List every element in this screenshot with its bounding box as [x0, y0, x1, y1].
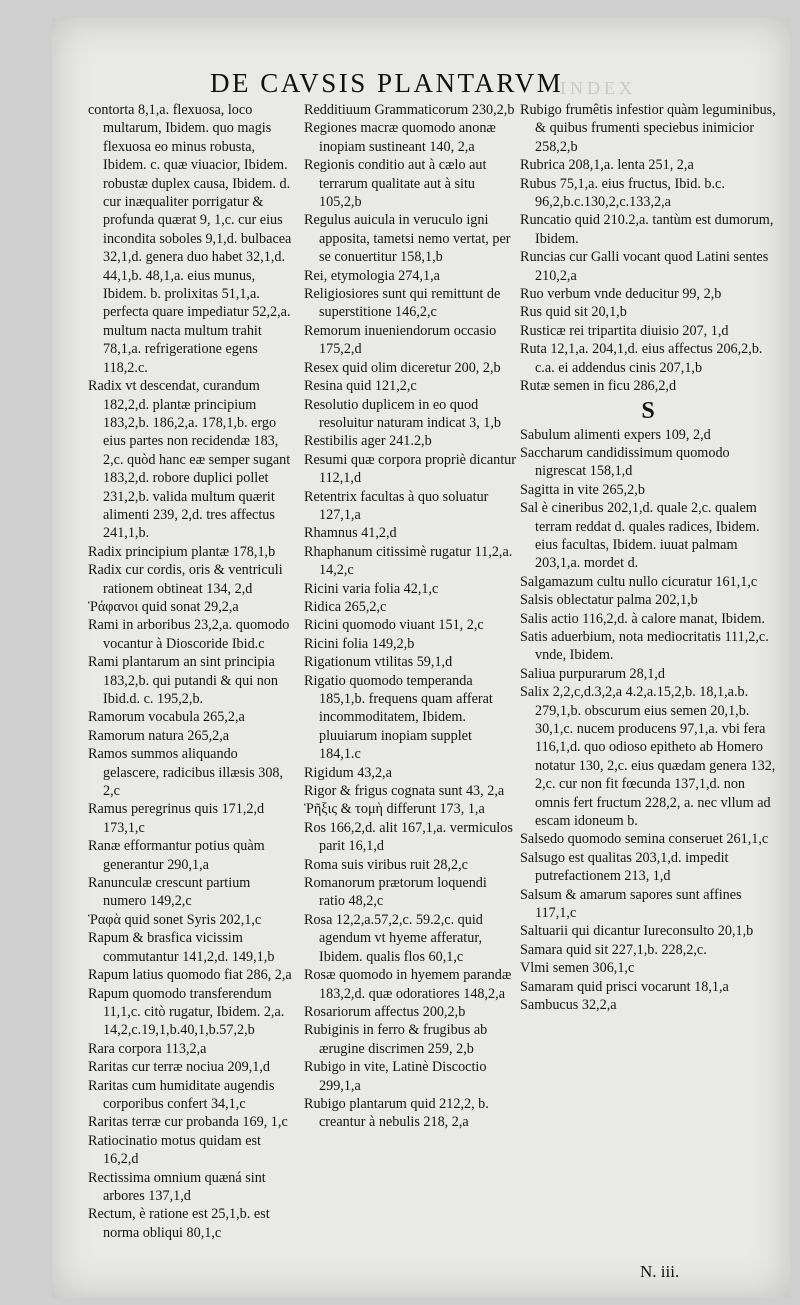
index-entry: Ramorum vocabula 265,2,a — [88, 709, 245, 726]
index-entry: Ros 166,2,d. alit 167,1,a. vermiculos parit 16,1,d — [304, 819, 513, 855]
index-entry: Ῥῆξις & τομὴ differunt 173, 1,a — [304, 801, 485, 818]
index-entry: Samaram quid prisci vocarunt 18,1,a — [520, 978, 729, 995]
index-entry: Rigationum vtilitas 59,1,d — [304, 654, 453, 671]
index-entry: Salsedo quomodo semina conseruet 261,1,c — [520, 831, 769, 848]
index-entry: Regionis conditio aut à cælo aut terrarum qualitate aut à situ 105,2,b — [304, 157, 487, 211]
index-entry: Runcatio quid 210.2,a. tantùm est dumorum, Ibidem. — [520, 212, 774, 247]
index-entry: Radix cur cordis, oris & ventriculi rationem obtineat 134, 2,d — [88, 562, 283, 597]
index-entry: Raritas cur terræ nociua 209,1,d — [88, 1059, 271, 1076]
index-entry: Ramos summos aliquando gelascere, radicibus illæsis 308, 2,c — [88, 746, 284, 800]
index-entry: Rutæ semen in ficu 286,2,d — [520, 378, 677, 395]
index-entry: Rei, etymologia 274,1,a — [304, 267, 440, 284]
index-entry: Vlmi semen 306,1,c — [520, 960, 635, 977]
index-entry: Salgamazum cultu nullo cicuratur 161,1,c — [520, 573, 758, 590]
index-entry: Salix 2,2,c,d.3,2,a 4.2,a.15,2,b. 18,1,a.b. 279,1,b. obscurum eius semen 20,1,b. 30,1,c. nucem producens 97,1,a. vbi fera 116,1,d. quo odioso epitheto ab Homero notatur 130, 2,c. eius quædam genera 132, 2,c. cur non fit fœcunda 137,1,d. non omnis fert fructum 228,2, a. nec vllum ad escam idoneum b. — [520, 684, 776, 830]
index-entry: Resumi quæ corpora propriè dicantur 112,1,d — [304, 451, 516, 487]
index-entry: Rami plantarum an sint principia 183,2,b. qui putandi & qui non Ibid.d. c. 195,2,b. — [88, 654, 278, 707]
index-entry: Ridica 265,2,c — [304, 598, 387, 615]
index-entry: Rubiginis in ferro & frugibus ab ærugine discrimen 259, 2,b — [304, 1022, 488, 1057]
index-entry: Runcias cur Galli vocant quod Latini sentes 210,2,a — [520, 249, 769, 284]
index-entry: Rosariorum affectus 200,2,b — [304, 1003, 466, 1020]
index-entry: Resina quid 121,2,c — [304, 378, 417, 395]
index-entry: Rigidum 43,2,a — [304, 764, 392, 781]
index-entry: Rara corpora 113,2,a — [88, 1040, 207, 1057]
index-entry: Rami in arboribus 23,2,a. quomodo vocantur à Dioscoride Ibid.c — [88, 617, 290, 652]
index-entry: Regulus auicula in veruculo igni apposita, tametsi nemo vertat, per se conuertitur 158,1,b — [304, 212, 511, 266]
index-entry: Sabulum alimenti expers 109, 2,d — [520, 426, 711, 443]
index-entry: Resolutio duplicem in eo quod resoluitur naturam indicat 3, 1,b — [304, 396, 502, 431]
index-entry: Salsugo est qualitas 203,1,d. impedit putrefactionem 213, 1,d — [520, 849, 729, 885]
index-entry: Ricini folia 149,2,b — [304, 635, 415, 652]
index-entry: Remorum inueniendorum occasio 175,2,d — [304, 322, 497, 358]
index-entry: Rapum latius quomodo fiat 286, 2,a — [88, 967, 292, 984]
signature-mark: N. iii. — [640, 1262, 680, 1281]
index-entry: Ratiocinatio motus quidam est 16,2,d — [88, 1132, 261, 1168]
index-entry: Rubus 75,1,a. eius fructus, Ibid. b.c. 96,2,b.c.130,2,c.133,2,a — [520, 175, 725, 211]
index-entry: Raritas terræ cur probanda 169, 1,c — [88, 1114, 288, 1131]
index-entry: Rubigo in vite, Latinè Discoctio 299,1,a — [304, 1059, 487, 1094]
index-entry: Salsum & amarum sapores sunt affines 117,1,c — [520, 886, 742, 922]
index-column-middle — [304, 101, 516, 1256]
index-entry: Roma suis viribus ruit 28,2,c — [304, 856, 468, 873]
index-entry: Saccharum candidissimum quomodo nigrescat 158,1,d — [520, 444, 730, 480]
index-entry: Rapum & brasfica vicissim commutantur 141,2,d. 149,1,b — [88, 930, 275, 965]
bleed-through-header: INDEX — [560, 78, 636, 98]
index-column-left — [88, 101, 296, 1256]
index-entry: Redditiuum Grammaticorum 230,2,b — [304, 102, 515, 118]
index-entry: Ramorum natura 265,2,a — [88, 727, 230, 744]
index-entry: Saliua purpurarum 28,1,d — [520, 665, 665, 682]
index-entry: Ricini varia folia 42,1,c — [304, 580, 439, 597]
index-entry: Rhamnus 41,2,d — [304, 525, 397, 542]
index-entry: Ranæ efformantur potius quàm generantur 290,1,a — [88, 838, 265, 873]
index-entry: Ῥαφὰ quid sonet Syris 202,1,c — [88, 911, 262, 928]
index-entry: Radix principium plantæ 178,1,b — [88, 543, 276, 560]
index-entry: Samara quid sit 227,1,b. 228,2,c. — [520, 941, 707, 958]
index-entry: Rubigo plantarum quid 212,2, b. creantur à nebulis 218, 2,a — [304, 1095, 489, 1131]
index-entry: Retentrix facultas à quo soluatur 127,1,a — [304, 488, 489, 523]
index-entry: Rectum, è ratione est 25,1,b. est norma obliqui 80,1,c — [88, 1206, 270, 1241]
index-entry: Ranunculæ crescunt partium numero 149,2,c — [88, 875, 251, 910]
index-entry: Salsis oblectatur palma 202,1,b — [520, 592, 698, 609]
index-entry: Rigatio quomodo temperanda 185,1,b. frequens quam afferat incommoditatem, Ibidem. pluuiarum inopiam supplet 184,1.c — [304, 672, 493, 763]
page-title: DE CAVSIS PLANTARVM — [210, 68, 564, 98]
index-entry: contorta 8,1,a. flexuosa, loco multarum, Ibidem. quo magis flexuosa eo minus robusta, Ibidem. c. quæ viuacior, Ibidem. robustæ duplex causa, Ibidem. d. cur inæqualiter porrigatur & profunda quærat 9, 1,c. cur eius incondita soboles 9,1,d. bulbacea 32,1,d. genera duo habet 32,1,d. 44,1,b. 48,1,a. eius munus, Ibidem. b. prolixitas 51,1,a. perfecta quare impediatur 52,2,a. multum nacta multum trahit 78,1,a. refrigeratione egens 118,2.c. — [88, 102, 292, 376]
index-entry: Regiones macræ quomodo anonæ inopiam sustineant 140, 2,a — [304, 120, 496, 155]
index-entry: Radix vt descendat, curandum 182,2,d. plantæ principium 183,2,b. 186,2,a. 178,1,b. ergo eius partes non recidendæ 183, 2,c. quòd hanc eæ semper sugant 183,2,d. robore duplici pollet 231,2,b. valida multum quærit alimenti 239, 2,d. tres affectus 241,1,b. — [88, 378, 291, 542]
index-entry: Rus quid sit 20,1,b — [520, 304, 627, 321]
index-entry: Ruta 12,1,a. 204,1,d. eius affectus 206,2,b. c.a. ei addendus cinis 207,1,b — [520, 341, 763, 376]
index-entry: Saltuarii qui dicantur Iureconsulto 20,1,b — [520, 923, 754, 940]
index-entry: Rapum quomodo transferendum 11,1,c. citò rugatur, Ibidem. 2,a. 14,2,c.19,1,b.40,1,b.57,2,b — [88, 985, 285, 1039]
section-letter: S — [641, 397, 655, 424]
index-entry: Sal è cineribus 202,1,d. quale 2,c. qualem terram reddat d. quales radices, Ibidem. eius facultas, Ibidem. iuuat palmam 203,1,a. mordet d. — [520, 500, 760, 572]
index-entry: Resex quid olim diceretur 200, 2,b — [304, 359, 501, 376]
index-entry: Salis actio 116,2,d. à calore manat, Ibidem. — [520, 610, 765, 627]
index-entry: Rubigo frumêtis infestior quàm leguminibus, & quibus frumenti speciebus inimicior 258,2,b — [520, 102, 776, 155]
index-entry: Sambucus 32,2,a — [520, 997, 617, 1014]
index-entry: Rubrica 208,1,a. lenta 251, 2,a — [520, 157, 694, 174]
index-entry: Sagitta in vite 265,2,b — [520, 481, 645, 498]
index-entry: Rectissima omnium quæná sint arbores 137,1,d — [88, 1169, 266, 1204]
index-entry: Rosa 12,2,a.57,2,c. 59.2,c. quid agendum vt hyeme afferatur, Ibidem. qualis flos 60,1,c — [304, 911, 483, 965]
index-entry: Romanorum prætorum loquendi ratio 48,2,c — [304, 875, 487, 910]
index-entry: Ruo verbum vnde deducitur 99, 2,b — [520, 286, 722, 303]
index-entry: Ricini quomodo viuant 151, 2,c — [304, 617, 484, 634]
index-entry: Restibilis ager 241.2,b — [304, 433, 432, 450]
index-entry: Religiosiores sunt qui remittunt de superstitione 146,2,c — [304, 286, 501, 321]
index-entry: Rhaphanum citissimè rugatur 11,2,a. 14,2,c — [304, 543, 513, 579]
index-entry: Rusticæ rei tripartita diuisio 207, 1,d — [520, 322, 729, 339]
index-entry: Raritas cum humiditate augendis corporibus confert 34,1,c — [88, 1077, 275, 1112]
index-entry: Ramus peregrinus quis 171,2,d 173,1,c — [88, 801, 265, 836]
index-entry: Satis aduerbium, nota mediocritatis 111,2,c. vnde, Ibidem. — [520, 628, 769, 664]
index-column-right — [520, 101, 776, 1256]
index-entry: Ῥάφανοι quid sonat 29,2,a — [88, 598, 239, 615]
index-entry: Rosæ quomodo in hyemem parandæ 183,2,d. quæ odoratiores 148,2,a — [304, 967, 512, 1002]
index-entry: Rigor & frigus cognata sunt 43, 2,a — [304, 783, 505, 800]
